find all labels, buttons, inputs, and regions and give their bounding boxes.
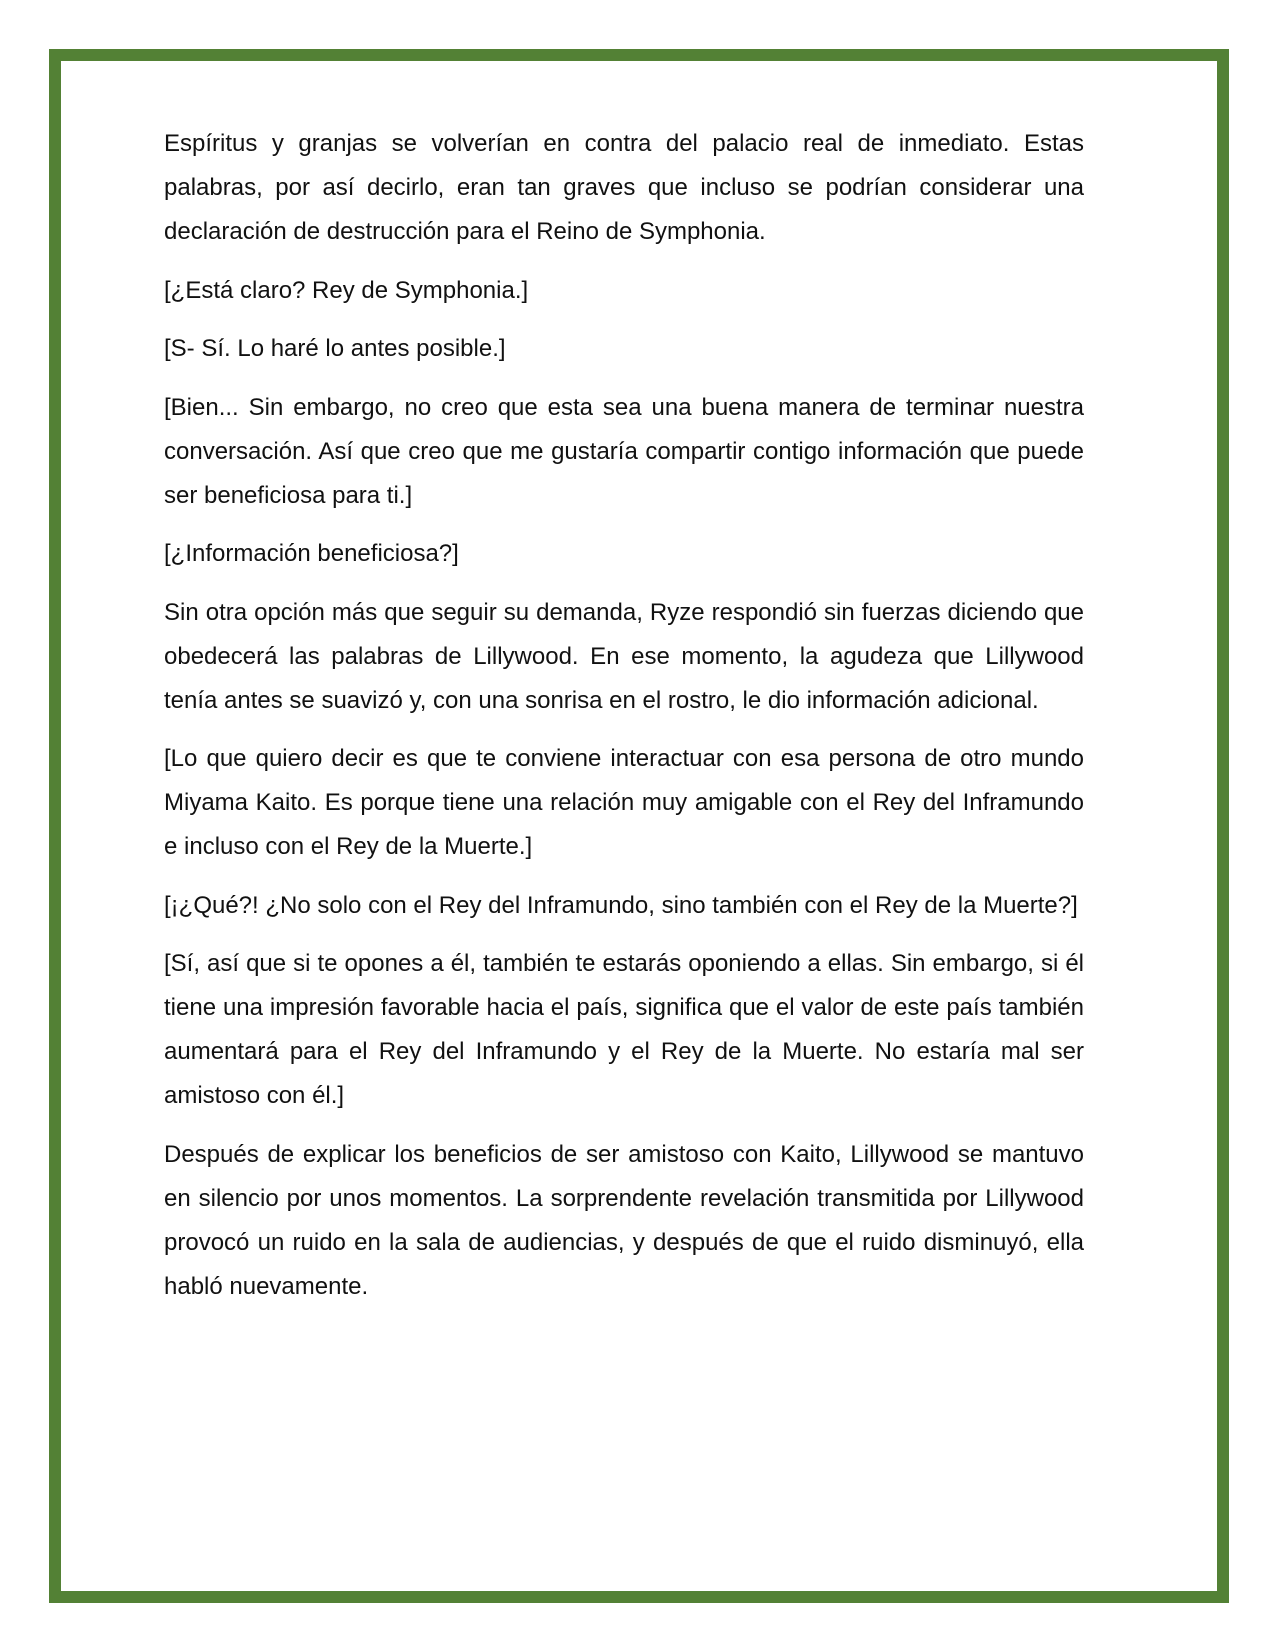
- paragraph-8: [¡¿Qué?! ¿No solo con el Rey del Inframundo, sino también con el Rey de la Muerte?]: [164, 891, 1078, 919]
- paragraph-4: [Bien... Sin embargo, no creo que esta sea una buena manera de terminar nuestra conversación. Así que creo que me gustaría compartir contigo información que puede ser beneficiosa para ti.]: [164, 393, 1084, 509]
- paragraph-2: [¿Está claro? Rey de Symphonia.]: [164, 276, 529, 304]
- paragraph-7: [Lo que quiero decir es que te conviene interactuar con esa persona de otro mundo Miyama Kaito. Es porque tiene una relación muy amigable con el Rey del Inframundo e incluso con el Rey de la Muerte.]: [164, 745, 1084, 860]
- paragraph-3: [S- Sí. Lo haré lo antes posible.]: [164, 335, 506, 362]
- paragraph-10: Después de explicar los beneficios de ser amistoso con Kaito, Lillywood se mantuvo en silencio por unos momentos. La sorprendente revelación transmitida por Lillywood provocó un ruido en la sala de audiencias, y después de que el ruido disminuyó, ella habló nuevamente.: [164, 1140, 1084, 1300]
- paragraph-9: [Sí, así que si te opones a él, también te estarás oponiendo a ellas. Sin embargo, si él tiene una impresión favorable hacia el país, significa que el valor de este país también aumentará para el Rey del Inframundo y el Rey de la Muerte. No estaría mal ser amistoso con él.]: [164, 950, 1084, 1109]
- paragraph-5: [¿Información beneficiosa?]: [164, 540, 459, 567]
- paragraph-1: Espíritus y granjas se volverían en contra del palacio real de inmediato. Estas palabras, por así decirlo, eran tan graves que incluso se podrían considerar una declaración de destrucción para el Reino de Symphonia.: [164, 130, 1084, 245]
- paragraph-6: Sin otra opción más que seguir su demanda, Ryze respondió sin fuerzas diciendo que obedecerá las palabras de Lillywood. En ese momento, la agudeza que Lillywood tenía antes se suavizó y, con una sonrisa en el rostro, le dio información adicional.: [164, 598, 1084, 714]
- document-body: [164, 122, 1084, 1323]
